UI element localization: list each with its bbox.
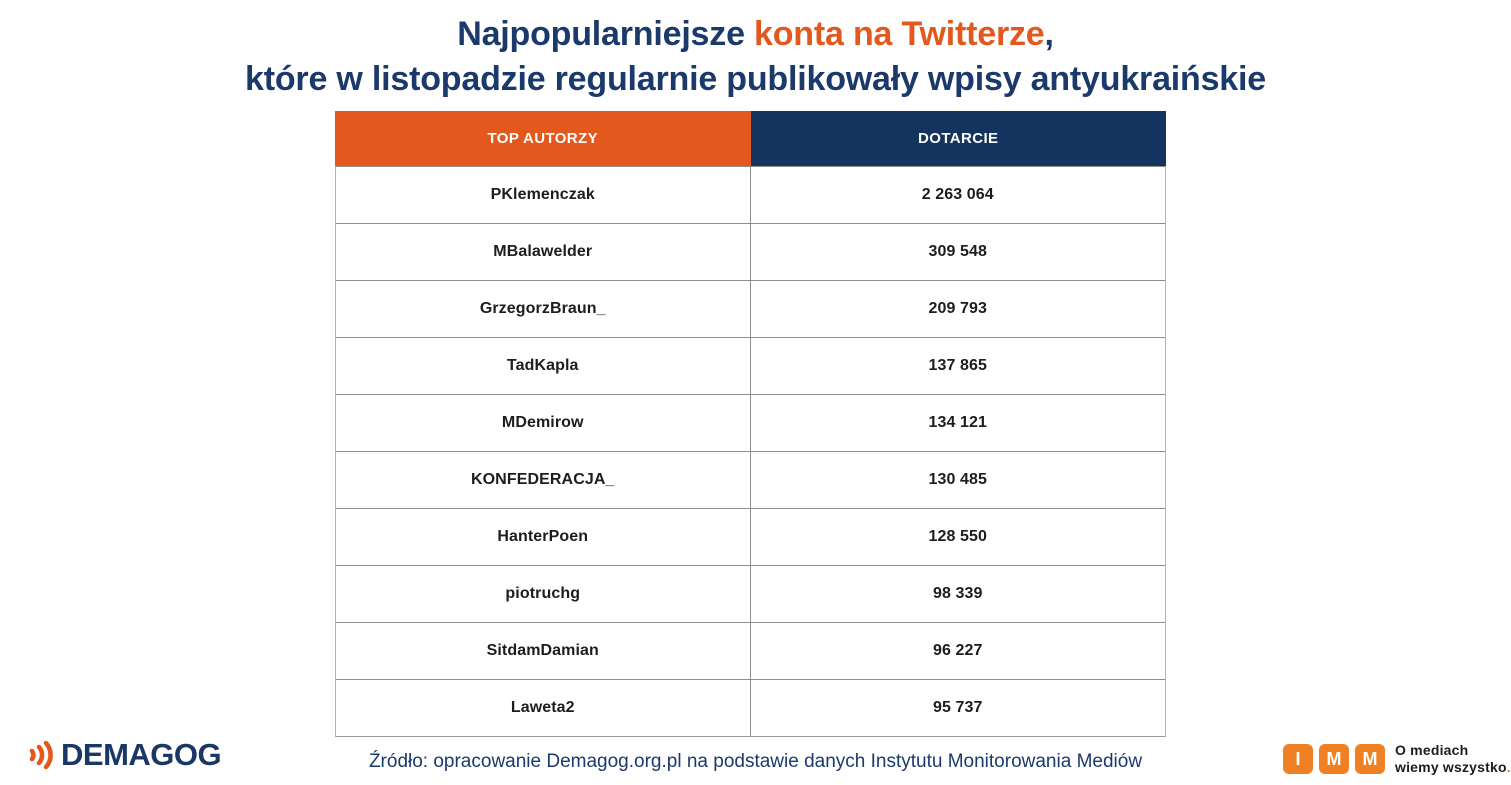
table-header-top-autorzy: TOP AUTORZY [335,111,751,166]
source-attribution: Źródło: opracowanie Demagog.org.pl na podstawie danych Instytutu Monitorowania Mediów [368,751,1143,772]
table-row [336,394,1165,451]
reach-cell: 96 227 [932,642,983,659]
table-body [335,166,1166,737]
table-row [336,280,1165,337]
author-cell: MBalawelder [336,224,751,280]
table-row [336,679,1165,736]
table-row [336,337,1165,394]
imm-tagline-dot: . [1506,759,1511,775]
reach-cell: 98 339 [932,585,983,602]
table-row [336,451,1165,508]
title-line1-navy: Najpopularniejsze [457,15,755,53]
imm-letter-tile: I [1283,744,1313,774]
imm-letter-tile: M [1319,744,1349,774]
author-cell: Laweta2 [336,680,751,736]
imm-tagline-line2: wiemy wszystko. [1395,759,1511,775]
table-row [336,508,1165,565]
author-cell: MDemirow [336,395,751,451]
imm-tagline-line1: O mediach [1395,742,1469,758]
reach-cell: 128 550 [928,528,988,545]
title-line1-highlight: konta na Twitterze [754,15,1045,53]
author-cell: KONFEDERACJA_ [336,452,751,508]
reach-cell: 2 263 064 [921,186,994,203]
title-line1 [0,12,1511,57]
author-cell: SitdamDamian [336,623,751,679]
reach-cell: 134 121 [928,414,988,431]
demagog-logo-text: DEMAGOG [61,737,222,772]
reach-cell: 137 865 [928,357,988,374]
page-title [0,12,1511,102]
author-cell: TadKapla [336,338,751,394]
reach-cell: 95 737 [932,699,983,716]
imm-logo [1283,742,1511,776]
reach-cell: 130 485 [928,471,988,488]
author-cell: HanterPoen [336,509,751,565]
table-row [336,565,1165,622]
table-header-dotarcie: DOTARCIE [751,111,1167,166]
author-cell: PKlemenczak [336,167,751,223]
title-line1-comma: , [1044,15,1054,53]
table-row [336,166,1165,223]
imm-letter-tile: M [1355,744,1385,774]
table-header-row [335,111,1166,166]
imm-tagline [1395,742,1511,776]
author-cell: GrzegorzBraun_ [336,281,751,337]
title-line2: które w listopadzie regularnie publikowały wpisy antyukraińskie [245,60,1266,98]
table-row [336,622,1165,679]
author-cell: piotruchg [336,566,751,622]
reach-cell: 309 548 [928,243,988,260]
imm-letter-tiles [1283,744,1385,774]
reach-cell: 209 793 [928,300,988,317]
table-row [336,223,1165,280]
data-table [335,111,1166,737]
